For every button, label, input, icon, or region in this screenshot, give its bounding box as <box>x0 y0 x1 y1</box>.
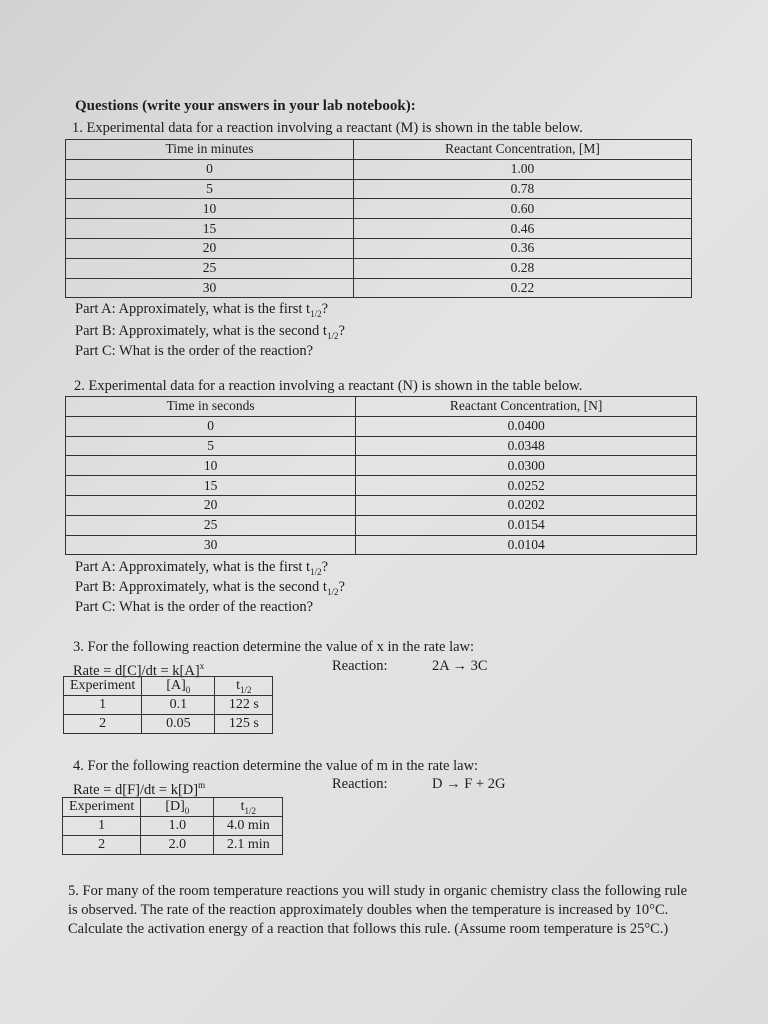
table-cell: 2.1 min <box>214 836 283 855</box>
table-cell: 15 <box>66 219 354 239</box>
q3-header-t: t <box>236 677 240 693</box>
table-row <box>66 199 692 219</box>
table-cell: 1.0 <box>141 817 214 836</box>
table-row <box>66 416 697 436</box>
q2-part-a: Part A: Approximately, what is the first $t_{1/2}$? <box>75 559 329 577</box>
table-cell: 15 <box>66 476 356 496</box>
table-row <box>66 179 692 199</box>
table-cell: 0 <box>66 159 354 179</box>
table-row <box>66 278 692 298</box>
table-cell: 30 <box>66 278 354 298</box>
q4-header-conc <box>141 798 214 817</box>
half-sub: 1/2 <box>326 586 339 597</box>
table-row <box>66 535 697 555</box>
questions-heading: Questions (write your answers in your lab notebook): <box>75 98 416 114</box>
q4-header-conc-sub: 0 <box>184 805 190 816</box>
q3-rate-law-text: Rate = d[C]/dt = k[A] <box>73 662 200 679</box>
q4-reaction: D → F + 2G <box>432 776 506 792</box>
table-cell: 0.05 <box>142 715 215 734</box>
q1-part-a: Part A: Approximately, what is the first $t_{1/2}$? <box>75 301 329 319</box>
table-cell: 0.60 <box>353 199 691 219</box>
table-cell: 0.46 <box>353 219 691 239</box>
table-cell: 0.0104 <box>356 535 697 555</box>
q2-header-conc: Reactant Concentration, [N] <box>356 397 697 417</box>
q2-part-b: Part B: Approximately, what is the second $t_{1/2}$? <box>75 579 345 597</box>
q2-part-b-text: Part B: Approximately, what is the second t <box>75 579 327 595</box>
half-sub: 1/2 <box>310 566 322 577</box>
q4-rate-law-text: Rate = d[F]/dt = k[D] <box>73 781 199 798</box>
table-cell: 122 s <box>215 696 273 715</box>
q4-header-half-life <box>214 798 283 817</box>
q1-intro: 1. Experimental data for a reaction involving a reactant (M) is shown in the table below. <box>72 120 583 136</box>
table-row <box>66 456 697 476</box>
table-cell: 10 <box>66 199 354 219</box>
table-cell: 5 <box>66 436 356 456</box>
table-row <box>64 715 273 734</box>
q1-table <box>65 139 692 298</box>
table-row <box>66 258 692 278</box>
q4-exponent: m <box>198 780 206 790</box>
table-cell: 0.0400 <box>356 416 697 436</box>
table-row <box>63 836 283 855</box>
table-cell: 5 <box>66 179 354 199</box>
q4-intro: 4. For the following reaction determine the value of m in the rate law: <box>73 758 479 774</box>
q2-part-c: Part C: What is the order of the reaction? <box>75 599 314 615</box>
q3-header-conc <box>142 677 215 696</box>
table-cell: 0.1 <box>142 696 215 715</box>
table-row <box>64 696 273 715</box>
table-cell: 0.28 <box>353 258 691 278</box>
table-row <box>66 515 697 535</box>
table-cell: 20 <box>66 238 354 258</box>
table-cell: 25 <box>66 515 356 535</box>
q4-header-conc-text: [D] <box>165 798 185 814</box>
table-cell: 2.0 <box>141 836 214 855</box>
q4-reaction-label: Reaction: <box>332 776 388 792</box>
table-row <box>66 219 692 239</box>
q3-reaction: 2A → 3C <box>432 658 488 674</box>
q1-header-time: Time in minutes <box>66 140 354 160</box>
table-row <box>63 817 283 836</box>
q2-part-a-text: Part A: Approximately, what is the first t <box>75 559 311 575</box>
table-cell: 25 <box>66 258 354 278</box>
table-row <box>66 436 697 456</box>
table-cell: 4.0 min <box>214 817 283 836</box>
table-cell: 1.00 <box>353 159 691 179</box>
table-row <box>66 476 697 496</box>
table-cell: 2 <box>63 836 141 855</box>
q3-exponent: x <box>199 661 205 671</box>
table-cell: 0.0202 <box>356 495 697 515</box>
q5-text: 5. For many of the room temperature reactions you will study in organic chemistry class the following rule is observed. The rate of the reaction approximately doubles when the temperature is increased by 10°C. Calculate the activation energy of a reaction that follows this rule. (Assume room temperature is 25°C.) <box>68 883 688 937</box>
table-cell: 125 s <box>215 715 273 734</box>
table-row <box>66 238 692 258</box>
q2-header-time: Time in seconds <box>66 397 356 417</box>
table-cell: 1 <box>64 696 142 715</box>
half-sub: 1/2 <box>244 805 257 816</box>
q1-part-b-text: Part B: Approximately, what is the second t <box>75 323 327 339</box>
q1-part-c: Part C: What is the order of the reaction? <box>75 343 314 359</box>
half-sub: 1/2 <box>310 308 322 319</box>
table-cell: 0.0348 <box>356 436 697 456</box>
table-cell: 10 <box>66 456 356 476</box>
q3-reaction-label: Reaction: <box>332 658 388 674</box>
q1-part-a-text: Part A: Approximately, what is the first t <box>75 301 311 317</box>
q3-table <box>63 676 273 734</box>
table-row <box>66 495 697 515</box>
table-cell: 0.0300 <box>356 456 697 476</box>
q3-header-experiment: Experiment <box>64 677 142 696</box>
table-cell: 2 <box>64 715 142 734</box>
half-sub: 1/2 <box>240 684 252 695</box>
q4-rate-law <box>73 776 205 799</box>
table-row <box>66 159 692 179</box>
table-cell: 20 <box>66 495 356 515</box>
q2-intro: 2. Experimental data for a reaction involving a reactant (N) is shown in the table below. <box>74 378 583 394</box>
table-cell: 0.78 <box>353 179 691 199</box>
q3-header-half-life <box>215 677 273 696</box>
table-cell: 0 <box>66 416 356 436</box>
table-cell: 0.0252 <box>356 476 697 496</box>
q4-table <box>62 797 283 855</box>
table-cell: 1 <box>63 817 141 836</box>
table-cell: 0.36 <box>353 238 691 258</box>
q4-header-t: t <box>240 798 245 814</box>
q3-header-conc-sub: 0 <box>185 684 191 695</box>
table-cell: 0.22 <box>353 278 691 298</box>
q1-part-b: Part B: Approximately, what is the second $t_{1/2}$? <box>75 323 345 341</box>
half-sub: 1/2 <box>326 330 339 341</box>
q3-header-conc-text: [A] <box>166 677 186 693</box>
q1-header-conc: Reactant Concentration, [M] <box>353 140 691 160</box>
q3-intro: 3. For the following reaction determine the value of x in the rate law: <box>73 639 475 655</box>
q2-table <box>65 396 697 555</box>
table-cell: 30 <box>66 535 356 555</box>
table-cell: 0.0154 <box>356 515 697 535</box>
q4-header-experiment: Experiment <box>63 798 141 817</box>
